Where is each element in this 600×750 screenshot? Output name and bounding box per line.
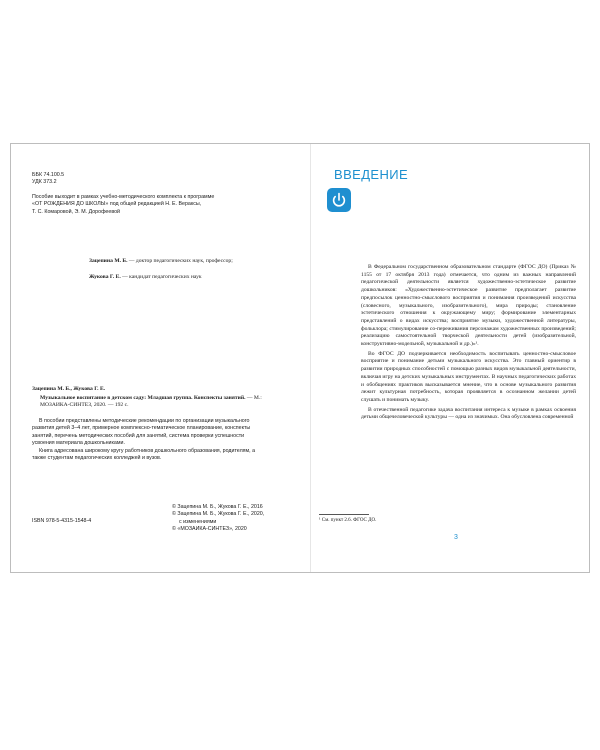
- udk-code: УДК 373.2: [32, 179, 57, 186]
- body-paragraph: В Федеральном государственном образовательном стандарте (ФГОС ДО) (Приказ № 1155 от 17 октября 2013 года) отмечается, что одним из важных направлений педагогической деятельности является художественно-эстетическое развитие дошкольников: «Художественно-эстетическое развитие предполагает развитие предпосылок ценностно-смыслового восприятия и понимания произведений искусства (словесного, музыкального, изобразительного), мира природы; становление эстетического отношения к окружающему миру; формирование элементарных представлений о видах искусства; восприятие музыки, художественной литературы, фольклора; стимулирование со-переживания персонажам художественных произведений; реализацию самостоятельной творческой деятельности детей (изобразительной, конструктивно-модельной, музыкальной и др.)»¹.: [361, 264, 576, 348]
- book-title: Музыкальное воспитание в детском саду: Младшая группа. Конспекты занятий.: [40, 394, 246, 401]
- left-page: [11, 144, 310, 572]
- series-note: [32, 194, 302, 216]
- copyright-line: © Зацепина М. Б., Жукова Г. Е., 2016: [172, 504, 263, 510]
- series-note-line: Т. С. Комаровой, Э. М. Дорофеевой: [32, 208, 120, 215]
- chapter-heading: ВВЕДЕНИЕ: [334, 167, 409, 182]
- book-imprint: — М.: МОЗАИКА-СИНТЕЗ, 2020. — 192 с.: [40, 394, 262, 409]
- author-info: — кандидат педагогических наук: [120, 274, 202, 280]
- copyright-line: © Зацепина М. Б., Жукова Г. Е., 2020,: [172, 511, 265, 518]
- annotation-paragraph: В пособии представлены методические рекомендации по организации музыкального развития детей 3–4 лет, примерное комплексно-тематическое планирование, конспекты занятий, перечень методических пособий для занятий, система проверки успешности усвоения материала дошкольниками.: [32, 418, 251, 447]
- author-name: Жукова Г. Е.: [89, 274, 121, 280]
- body-text: [361, 264, 576, 422]
- book-spread: [10, 143, 590, 573]
- footnote-rule: [319, 514, 369, 515]
- footnote: ¹ См. пункт 2.6. ФГОС ДО.: [319, 518, 377, 523]
- page-number: 3: [454, 534, 458, 541]
- copyright-line: с изменениями: [179, 518, 217, 525]
- author-note-1: [89, 258, 304, 266]
- author-info: — доктор педагогических наук, профессор;: [127, 258, 233, 264]
- annotation-paragraph: Книга адресована широкому кругу работников дошкольного образования, родителям, а также студентам педагогических колледжей и вузов.: [32, 447, 256, 462]
- copyright-line: © «МОЗАИКА-СИНТЕЗ», 2020: [172, 526, 247, 533]
- bibliographic-record: [32, 386, 264, 410]
- body-paragraph: В отечественной педагогике задача воспитания интереса к музыке в рамках освоения детьми общечеловеческой культуры — одна из значимых. Она обусловлена современной: [361, 406, 576, 421]
- series-note-line: Пособие выходит в рамках учебно-методического комплекта к программе: [32, 194, 215, 200]
- annotation: [32, 418, 267, 462]
- series-note-line: «ОТ РОЖДЕНИЯ ДО ШКОЛЫ» под общей редакцией Н. Е. Вераксы,: [32, 201, 202, 208]
- bbk-code: ББК 74.100.5: [32, 172, 65, 178]
- copyright-block: [172, 504, 302, 534]
- author-note-2: [89, 274, 304, 282]
- isbn: ISBN 978-5-4315-1548-4: [32, 518, 92, 524]
- right-page: [311, 144, 591, 572]
- body-paragraph: Во ФГОС ДО подчеркивается необходимость воспитывать ценностно-смысловое восприятие и понимание детьми музыкального искусства. Это главный ориентир в развитии природных способностей с помощью разных видов музыкальной деятельности, включая игру на детских музыкальных инструментах. В научных педагогических работах и обобщениях практиков высказывается мнение, что в основе музыкального развития лежит культурная потребность, которая проявляется в осознанном желании детей слушать и понимать музыку.: [361, 350, 576, 403]
- bibliographic-authors: Зацепина М. Б., Жукова Г. Е.: [32, 386, 106, 392]
- author-name: Зацепина М. Б.: [89, 258, 128, 264]
- classification-codes: [32, 172, 64, 187]
- bibliographic-description: [32, 395, 264, 410]
- power-icon: [327, 188, 351, 212]
